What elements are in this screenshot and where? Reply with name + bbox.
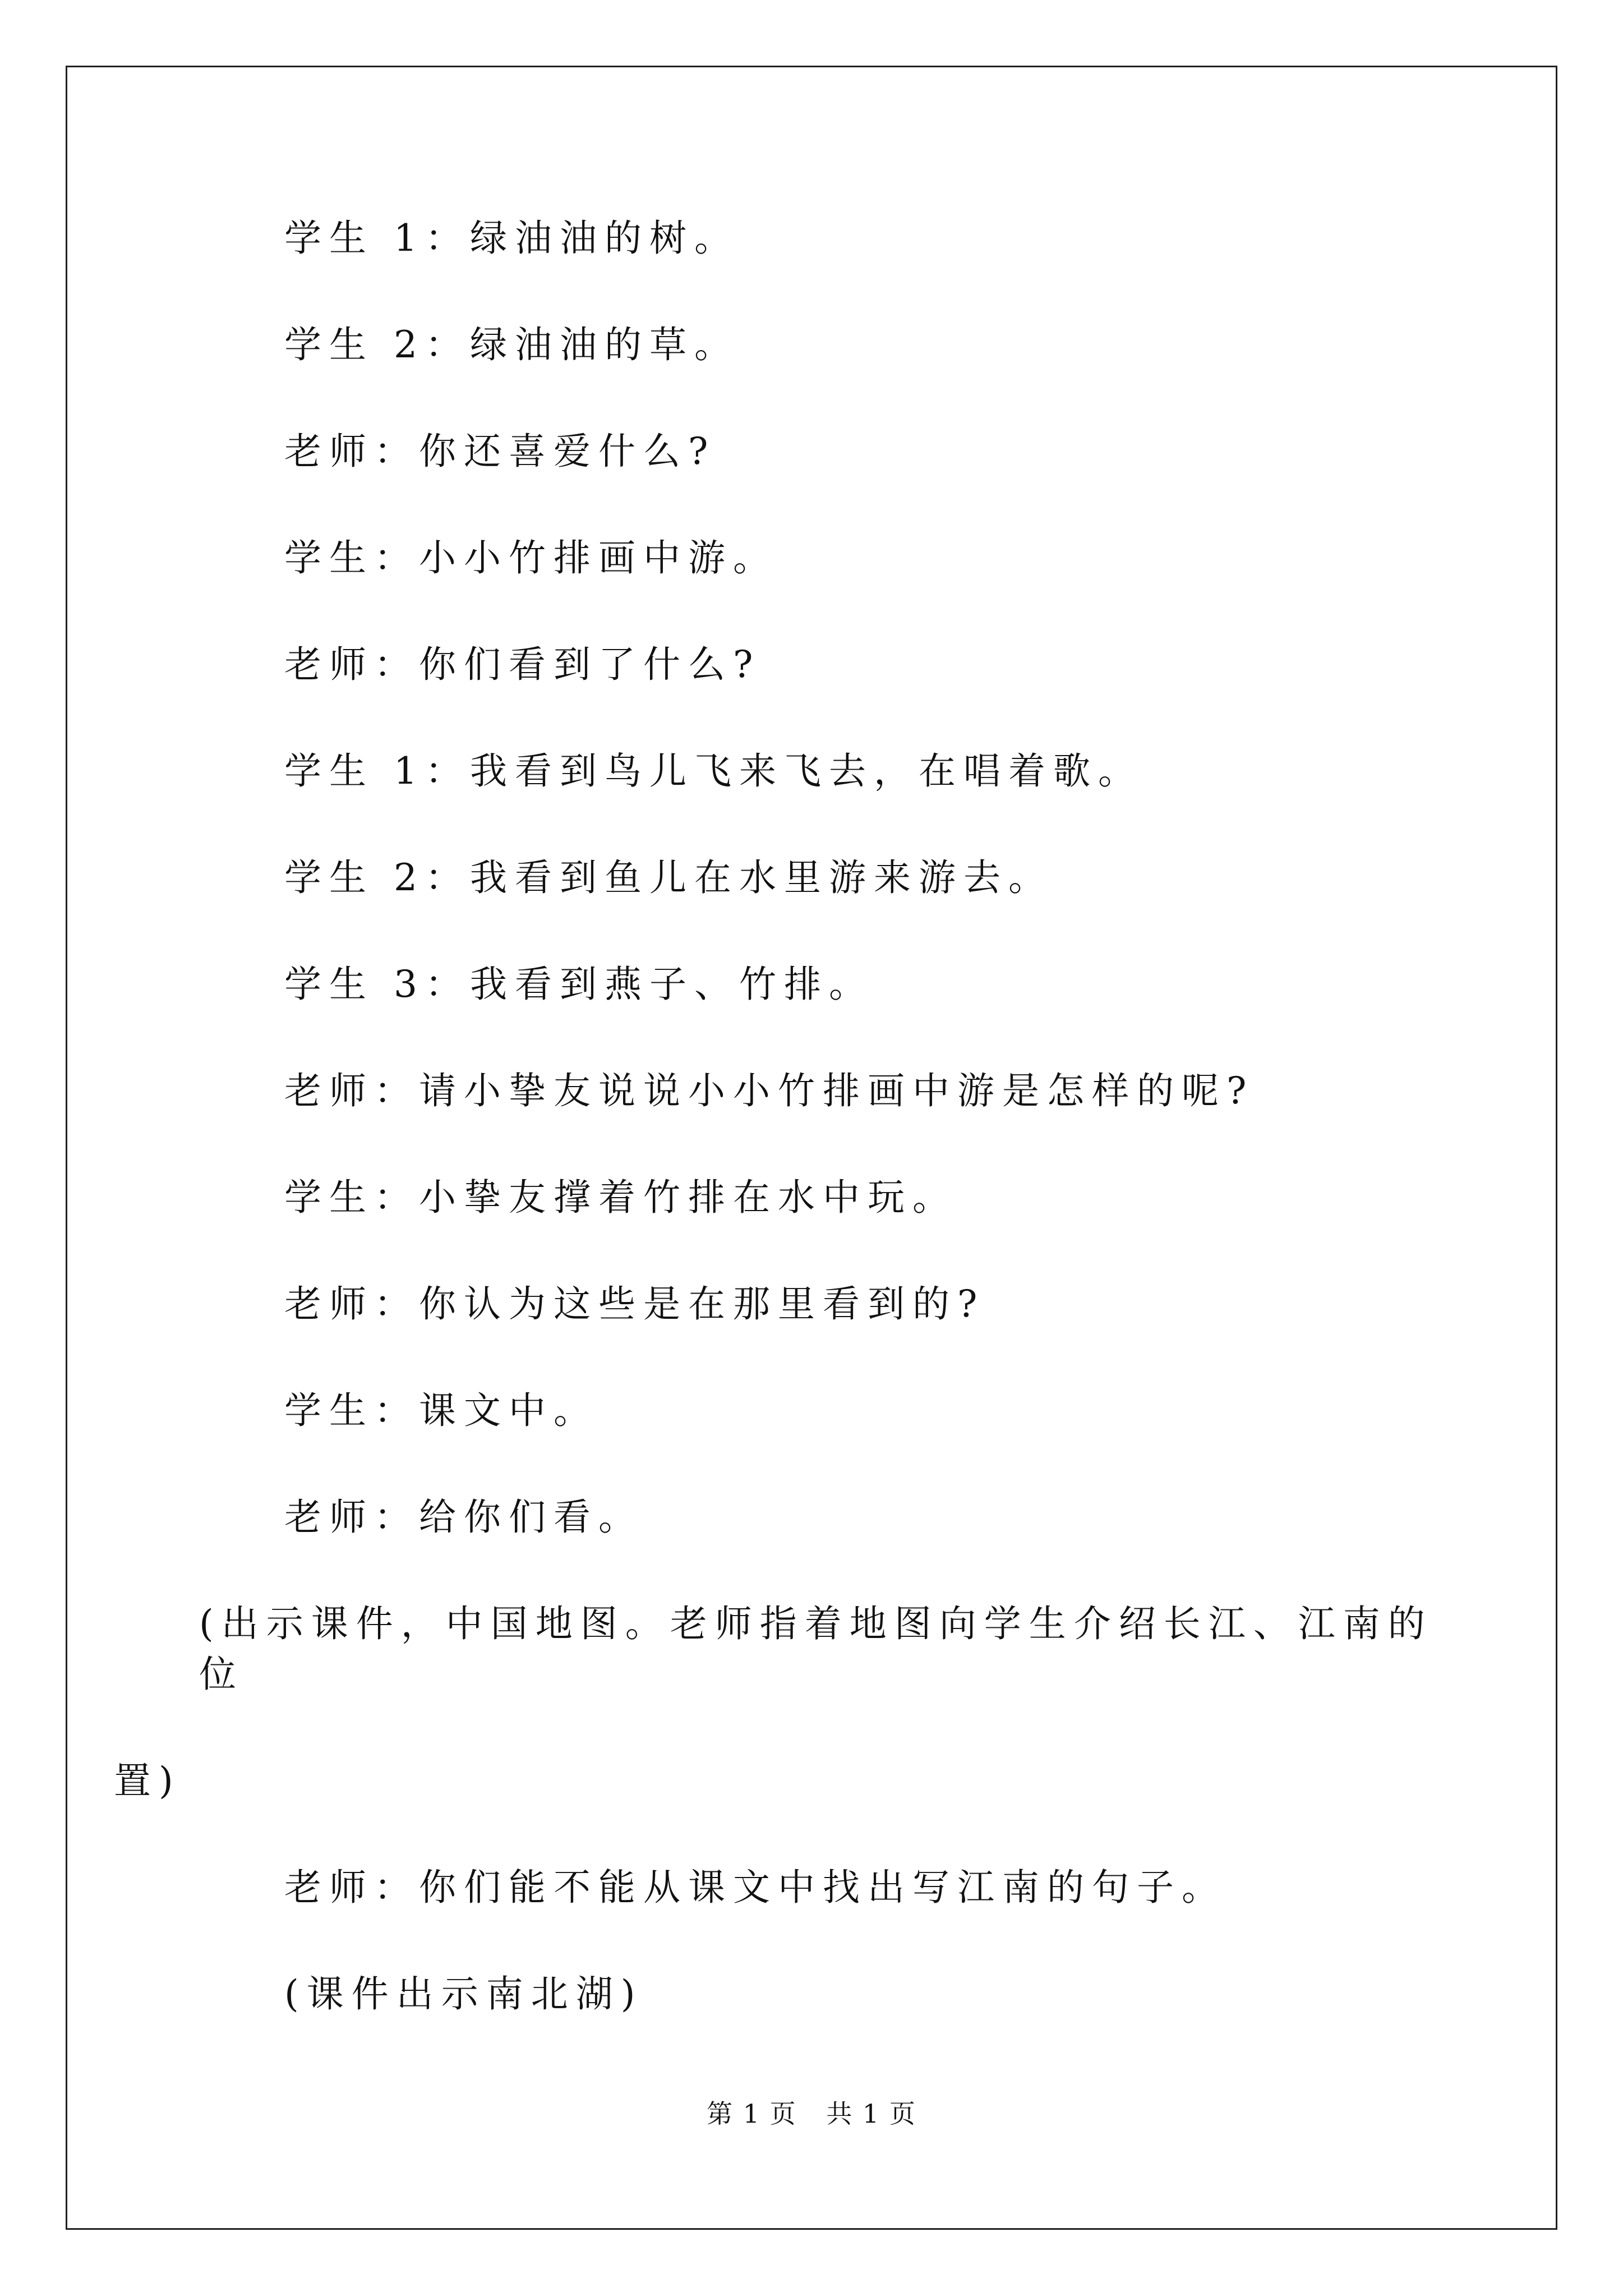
dialogue-line: 学生 2：绿油油的草。: [284, 323, 739, 366]
dialogue-line: 学生 3：我看到燕子、竹排。: [284, 963, 874, 1006]
page-total: 共 1 页: [826, 2099, 916, 2129]
stage-direction-line-2: 置): [114, 1759, 181, 1802]
page-number: 第 1 页: [707, 2099, 797, 2129]
stage-direction: (课件出示南北湖): [284, 1972, 643, 2016]
dialogue-line: 老师：你认为这些是在那里看到的?: [284, 1282, 985, 1326]
dialogue-line: 学生 2：我看到鱼儿在水里游来游去。: [284, 856, 1053, 899]
document-body: [114, 213, 1467, 2076]
dialogue-line: 学生 1：我看到鸟儿飞来飞去，在唱着歌。: [284, 749, 1143, 793]
dialogue-line: 学生：小挚友撑着竹排在水中玩。: [284, 1176, 957, 1219]
stage-direction-line-1: (出示课件，中国地图。老师指着地图向学生介绍长江、江南的位: [199, 1602, 1433, 1696]
dialogue-line: 学生：课文中。: [284, 1389, 598, 1432]
dialogue-line: 学生 1：绿油油的树。: [284, 217, 739, 260]
stage-direction-paragraph: [114, 1599, 1467, 1806]
dialogue-line: 老师：给你们看。: [284, 1496, 643, 1539]
dialogue-line: 学生：小小竹排画中游。: [284, 536, 778, 579]
dialogue-line: 老师：你们能不能从课文中找出写江南的句子。: [284, 1866, 1227, 1909]
dialogue-line: 老师：你们看到了什么?: [284, 643, 761, 686]
dialogue-line: 老师：请小挚友说说小小竹排画中游是怎样的呢?: [284, 1069, 1255, 1112]
page-footer: [0, 2098, 1623, 2129]
dialogue-line: 老师：你还喜爱什么?: [284, 430, 716, 473]
